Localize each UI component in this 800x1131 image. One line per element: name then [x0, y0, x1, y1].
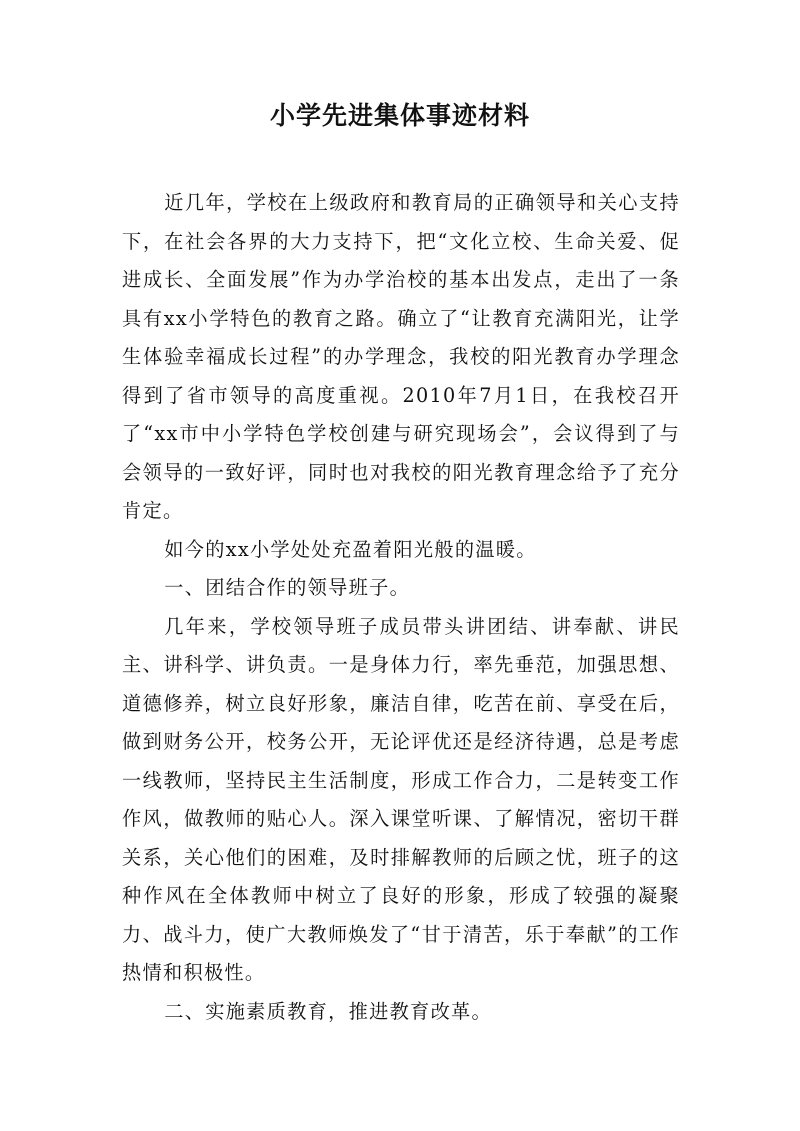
- paragraph-intro: 近几年，学校在上级政府和教育局的正确领导和关心支持下，在社会各界的大力支持下，把“文化立校、生命关爱、促进成长、全面发展”作为办学治校的基本出发点，走出了一条具有xx小学特色的教育之路。确立了“让教育充满阳光，让学生体验幸福成长过程”的办学理念，我校的阳光教育办学理念得到了省市领导的高度重视。2010年7月1日，在我校召开了“xx市中小学特色学校创建与研究现场会”，会议得到了与会领导的一致好评，同时也对我校的阳光教育理念给予了充分肯定。: [122, 191, 680, 522]
- section-heading-leadership: 一、团结合作的领导班子。: [164, 576, 411, 599]
- paragraph-leadership: 几年来，学校领导班子成员带头讲团结、讲奉献、讲民主、讲科学、讲负责。一是身体力行，率先垂范，加强思想、道德修养，树立良好形象，廉洁自律，吃苦在前、享受在后，做到财务公开，校务公开，无论评优还是经济待遇，总是考虑一线教师，坚持民主生活制度，形成工作合力，二是转变工作作风，做教师的贴心人。深入课堂听课、了解情况，密切干群关系，关心他们的困难，及时排解教师的后顾之忧，班子的这种作风在全体教师中树立了良好的形象，形成了较强的凝聚力、战斗力，使广大教师焕发了“甘于清苦，乐于奉献”的工作热情和积极性。: [122, 614, 680, 984]
- paragraph-warmth: 如今的xx小学处处充盈着阳光般的温暖。: [164, 537, 537, 561]
- section-heading-reform: 二、实施素质教育，推进教育改革。: [164, 999, 493, 1023]
- document-body: [122, 184, 680, 1031]
- document-title: 小学先进集体事迹材料: [269, 101, 530, 130]
